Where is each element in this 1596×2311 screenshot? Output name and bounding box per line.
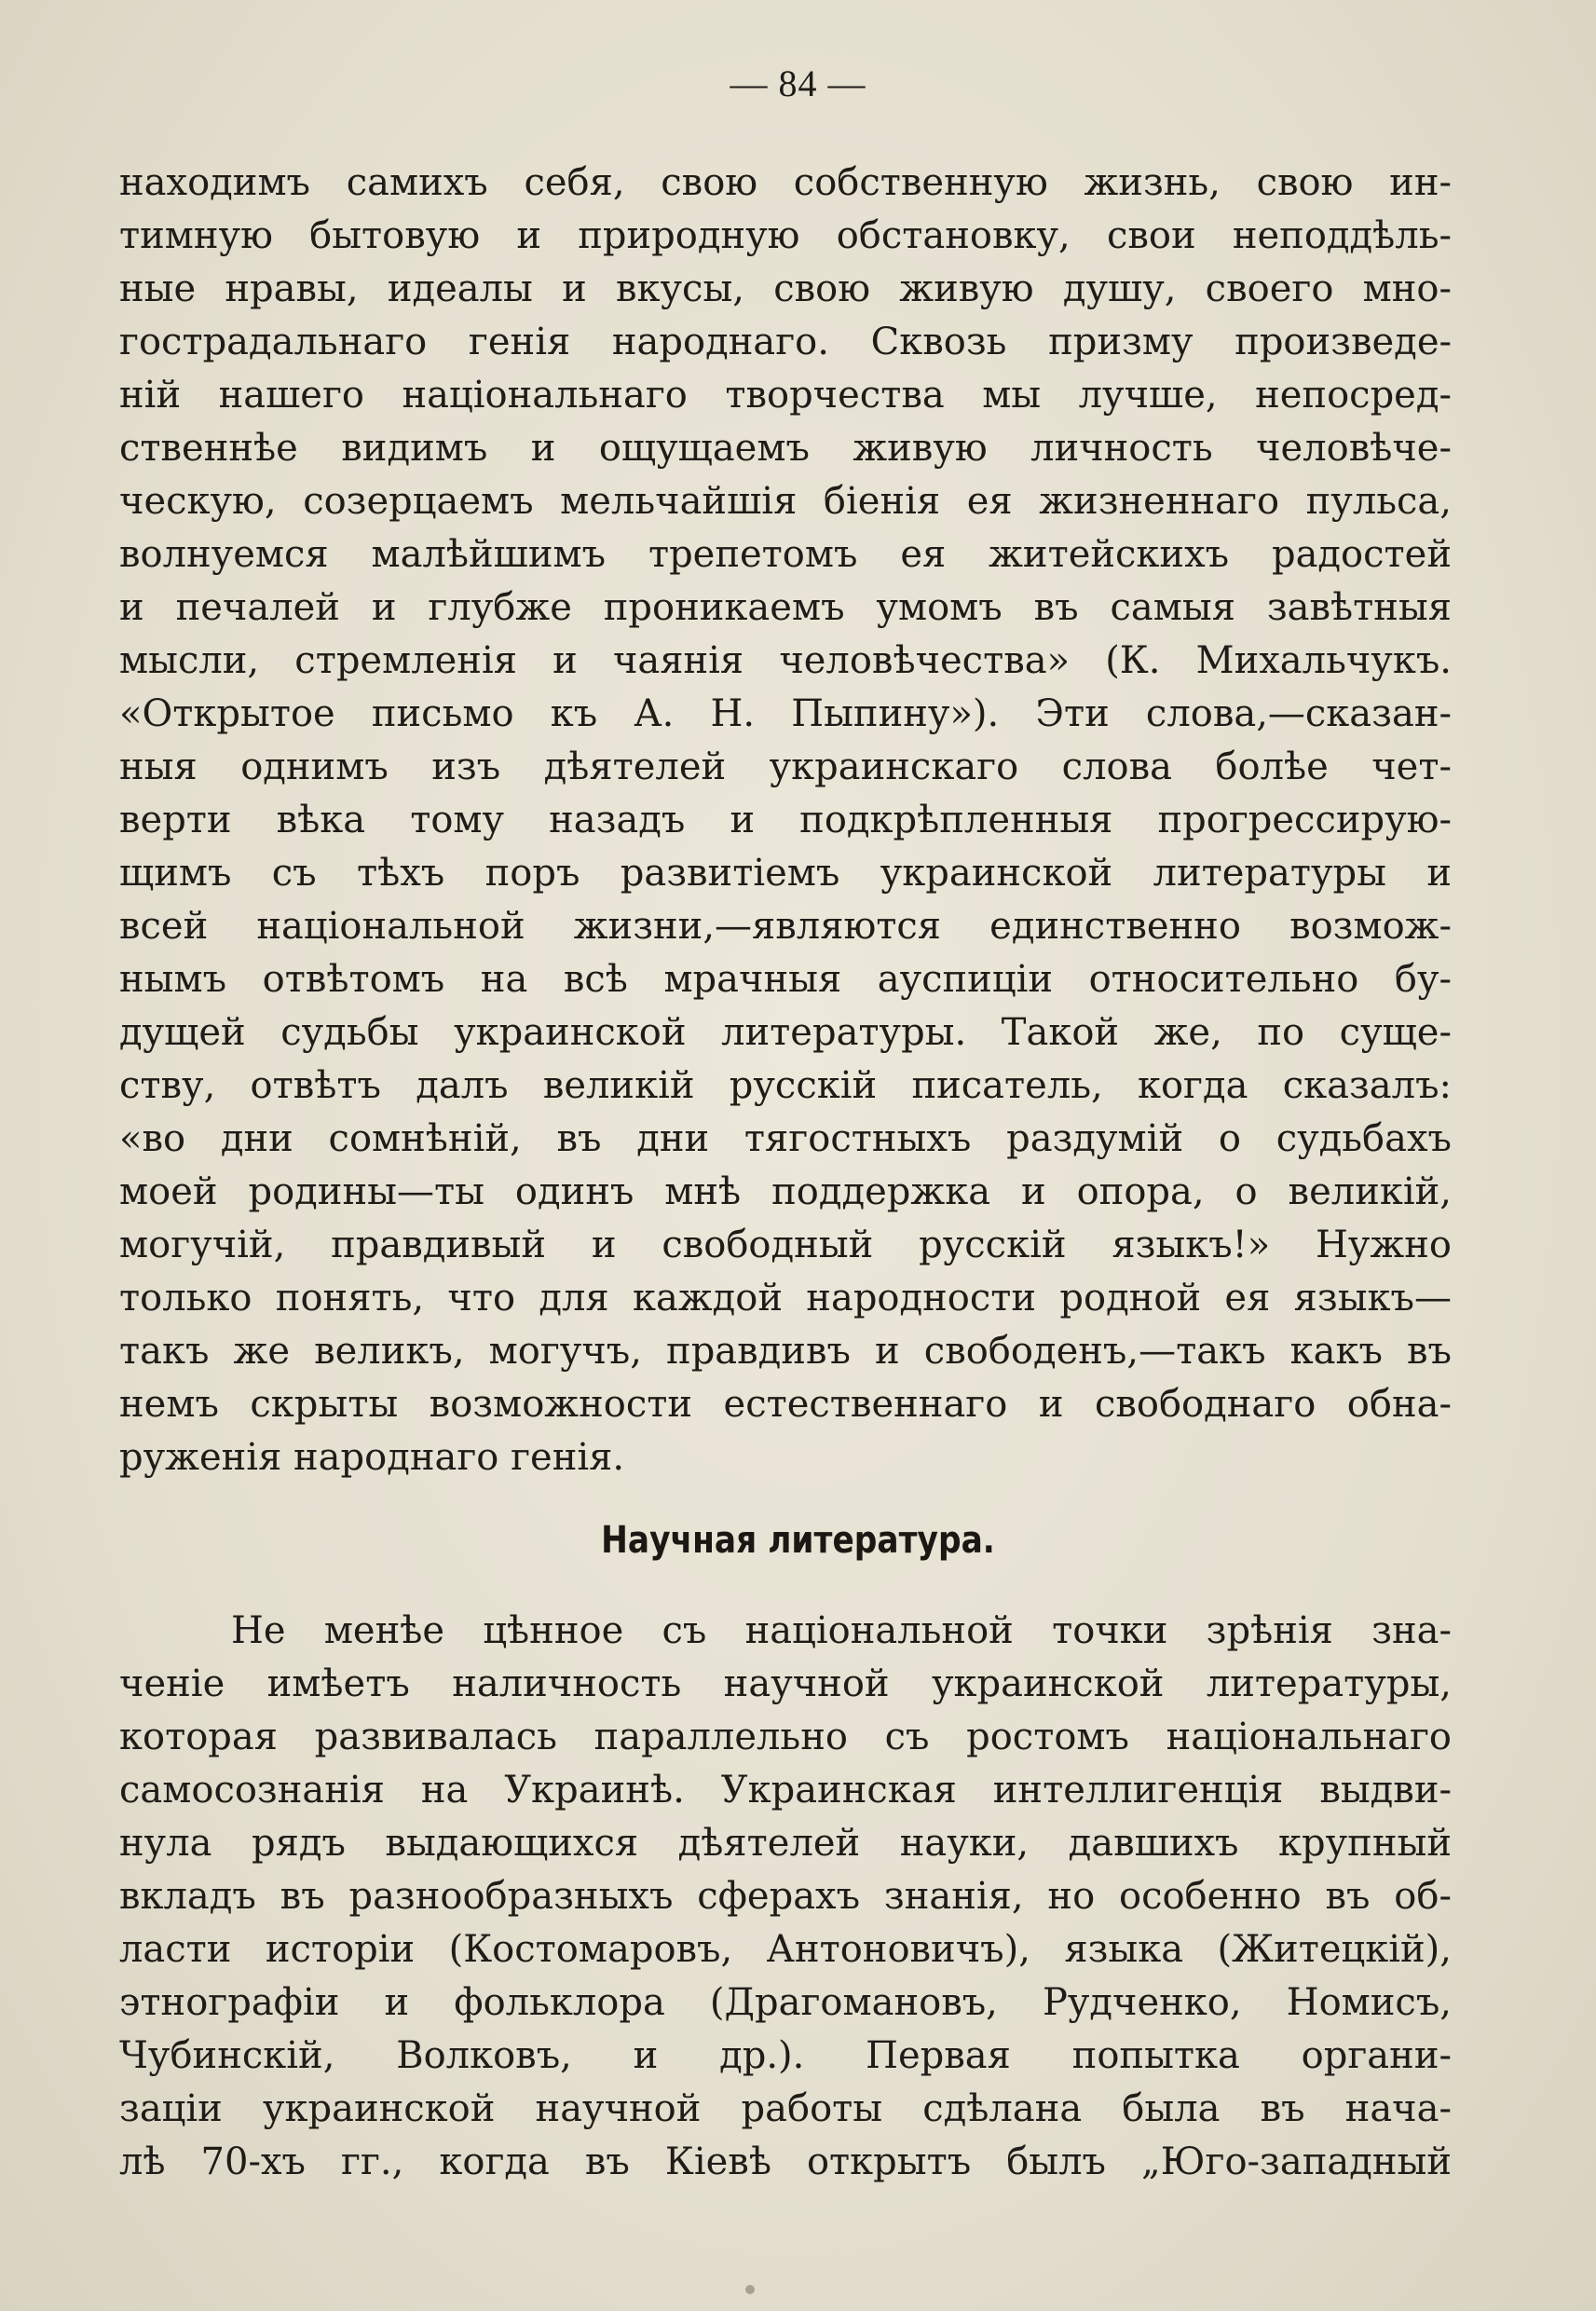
text-line: «Открытое письмо къ А. Н. Пыпину»). Эти слова,—сказан-: [119, 692, 1452, 735]
text-line: ласти исторіи (Костомаровъ, Антоновичъ), языка (Житецкій),: [119, 1928, 1452, 1971]
text-line: ные нравы, идеалы и вкусы, свою живую душу, своего мно-: [119, 267, 1452, 310]
text-line: руженія народнаго генія.: [119, 1436, 625, 1479]
text-line: мысли, стремленія и чаянія человѣчества» (К. Михальчукъ.: [119, 639, 1452, 682]
text-line: могучій, правдивый и свободный русскій языкъ!» Нужно: [119, 1224, 1452, 1266]
text-line: немъ скрыты возможности естественнаго и свободнаго обна-: [119, 1383, 1452, 1426]
paragraph-scientific-literature: [119, 1605, 1452, 2189]
text-line: этнографіи и фольклора (Драгомановъ, Рудченко, Номисъ,: [119, 1981, 1452, 2024]
text-line: ченіе имѣетъ наличность научной украинской литературы,: [119, 1662, 1452, 1705]
paper-speck: [745, 2285, 755, 2294]
text-line: верти вѣка тому назадъ и подкрѣпленныя прогрессирую-: [119, 799, 1452, 841]
text-line: и печалей и глубже проникаемъ умомъ въ самыя завѣтныя: [119, 586, 1452, 629]
text-line: вкладъ въ разнообразныхъ сферахъ знанія, но особенно въ об-: [119, 1875, 1452, 1918]
text-line: находимъ самихъ себя, свою собственную жизнь, свою ин-: [119, 161, 1452, 204]
text-line: гострадальнаго генія народнаго. Сквозь призму произведе-: [119, 321, 1452, 363]
text-line: моей родины—ты одинъ мнѣ поддержка и опора, о великій,: [119, 1170, 1452, 1213]
section-heading: Научная литература.: [601, 1519, 995, 1562]
text-line: Не менѣе цѣнное съ національной точки зрѣнія зна-: [231, 1609, 1452, 1652]
text-line: Чубинскій, Волковъ, и др.). Первая попытка органи-: [119, 2034, 1452, 2077]
text-line: нула рядъ выдающихся дѣятелей науки, давшихъ крупный: [119, 1822, 1452, 1865]
text-line: тимную бытовую и природную обстановку, свои неподдѣль-: [119, 214, 1452, 257]
text-line: которая развивалась параллельно съ ростомъ національнаго: [119, 1716, 1452, 1758]
text-line: самосознанія на Украинѣ. Украинская интеллигенція выдви-: [119, 1769, 1452, 1812]
text-line: нымъ отвѣтомъ на всѣ мрачныя ауспиціи относительно бу-: [119, 958, 1452, 1001]
paragraph-continued: [119, 157, 1452, 1484]
text-line: ческую, созерцаемъ мельчайшія біенія ея жизненнаго пульса,: [119, 480, 1452, 523]
text-line: волнуемся малѣйшимъ трепетомъ ея житейскихъ радостей: [119, 533, 1452, 576]
page-number: — 84 —: [730, 62, 866, 104]
text-line: ній нашего національнаго творчества мы лучше, непосред-: [119, 374, 1452, 417]
text-line: только понять, что для каждой народности родной ея языкъ—: [119, 1277, 1452, 1320]
text-line: лѣ 70-хъ гг., когда въ Кіевѣ открытъ былъ „Юго-западный: [119, 2140, 1452, 2183]
text-line: всей національной жизни,—являются единственно возмож-: [119, 905, 1452, 948]
text-line: такъ же великъ, могучъ, правдивъ и свободенъ,—такъ какъ въ: [119, 1330, 1452, 1373]
text-line: заціи украинской научной работы сдѣлана была въ нача-: [119, 2087, 1452, 2130]
text-line: ству, отвѣтъ далъ великій русскій писатель, когда сказалъ:: [119, 1064, 1452, 1107]
text-line: ственнѣе видимъ и ощущаемъ живую личность человѣче-: [119, 427, 1452, 470]
text-line: щимъ съ тѣхъ поръ развитіемъ украинской литературы и: [119, 852, 1452, 895]
text-line: «во дни сомнѣній, въ дни тягостныхъ раздумій о судьбахъ: [119, 1117, 1452, 1160]
text-line: дущей судьбы украинской литературы. Такой же, по суще-: [119, 1011, 1452, 1054]
text-line: ныя однимъ изъ дѣятелей украинскаго слова болѣе чет-: [119, 745, 1452, 788]
